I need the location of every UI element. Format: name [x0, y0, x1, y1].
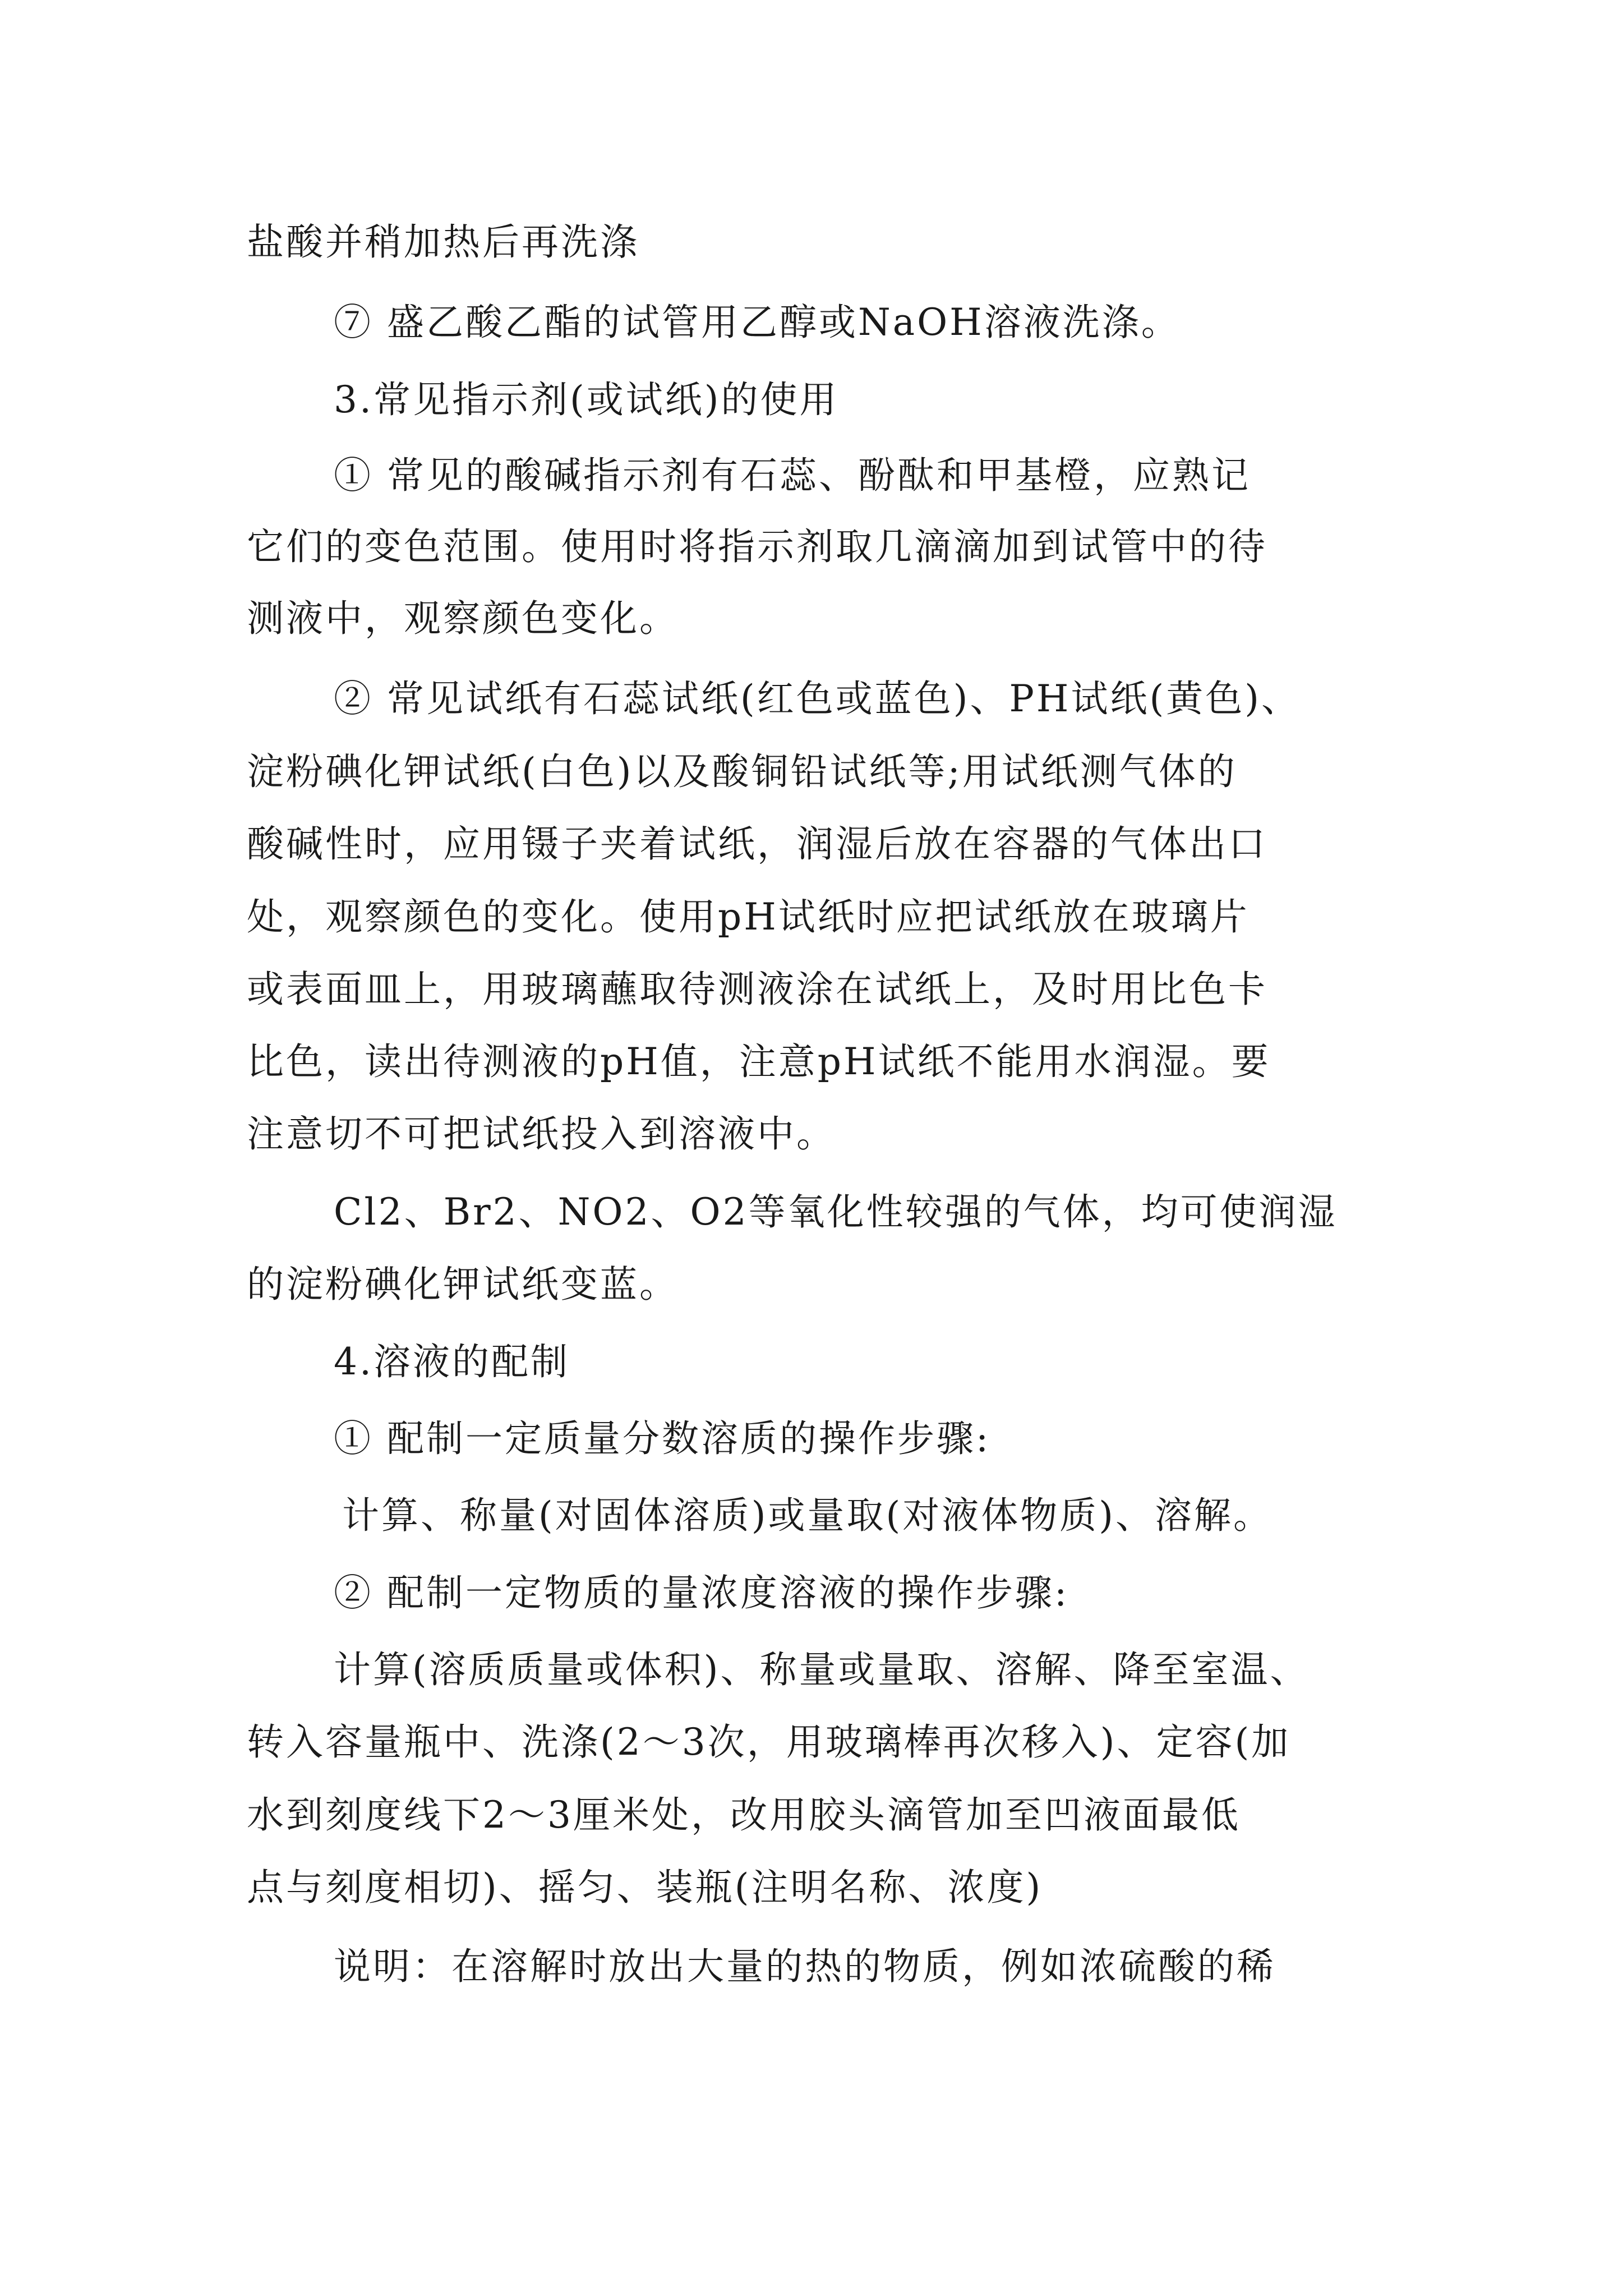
text-line: 盐酸并稍加热后再洗涤	[247, 220, 639, 264]
text-line: ⑦ 盛乙酸乙酯的试管用乙醇或NaOH溶液洗涤。	[334, 301, 1181, 344]
text-line: 酸碱性时，应用镊子夹着试纸，润湿后放在容器的气体出口	[247, 822, 1267, 866]
text-line: 测液中，观察颜色变化。	[247, 597, 679, 640]
section-heading: 4.溶液的配制	[334, 1340, 570, 1383]
text-line: ② 常见试纸有石蕊试纸(红色或蓝色)、PH试纸(黄色)、	[334, 677, 1301, 720]
section-heading: 3.常见指示剂(或试纸)的使用	[334, 378, 839, 421]
text-line: 计算、称量(对固体溶质)或量取(对液体物质)、溶解。	[342, 1494, 1272, 1537]
text-line: Cl2、Br2、NO2、O2等氧化性较强的气体，均可使润湿	[334, 1190, 1338, 1234]
text-line: 的淀粉碘化钾试纸变蓝。	[247, 1263, 679, 1306]
text-line: 它们的变色范围。使用时将指示剂取几滴滴加到试管中的待	[247, 525, 1267, 568]
text-line: 注意切不可把试纸投入到溶液中。	[247, 1112, 836, 1156]
text-line: 淀粉碘化钾试纸(白色)以及酸铜铅试纸等;用试纸测气体的	[247, 750, 1237, 793]
text-line: 水到刻度线下2～3厘米处，改用胶头滴管加至凹液面最低	[247, 1793, 1241, 1837]
text-line: ① 配制一定质量分数溶质的操作步骤:	[334, 1417, 991, 1460]
text-line: 点与刻度相切)、摇匀、装瓶(注明名称、浓度)	[247, 1866, 1043, 1909]
text-line: 转入容量瓶中、洗涤(2～3次，用玻璃棒再次移入)、定容(加	[247, 1720, 1291, 1764]
text-line: ① 常见的酸碱指示剂有石蕊、酚酞和甲基橙，应熟记	[334, 454, 1251, 497]
text-line: ② 配制一定物质的量浓度溶液的操作步骤:	[334, 1571, 1069, 1614]
text-line: 计算(溶质质量或体积)、称量或量取、溶解、降至室温、	[334, 1648, 1310, 1691]
text-line: 比色，读出待测液的pH值，注意pH试纸不能用水润湿。要	[247, 1040, 1271, 1083]
text-line: 说明：在溶解时放出大量的热的物质，例如浓硫酸的稀	[334, 1945, 1276, 1988]
text-line: 处，观察颜色的变化。使用pH试纸时应把试纸放在玻璃片	[247, 895, 1249, 938]
text-line: 或表面皿上，用玻璃蘸取待测液涂在试纸上，及时用比色卡	[247, 968, 1267, 1011]
